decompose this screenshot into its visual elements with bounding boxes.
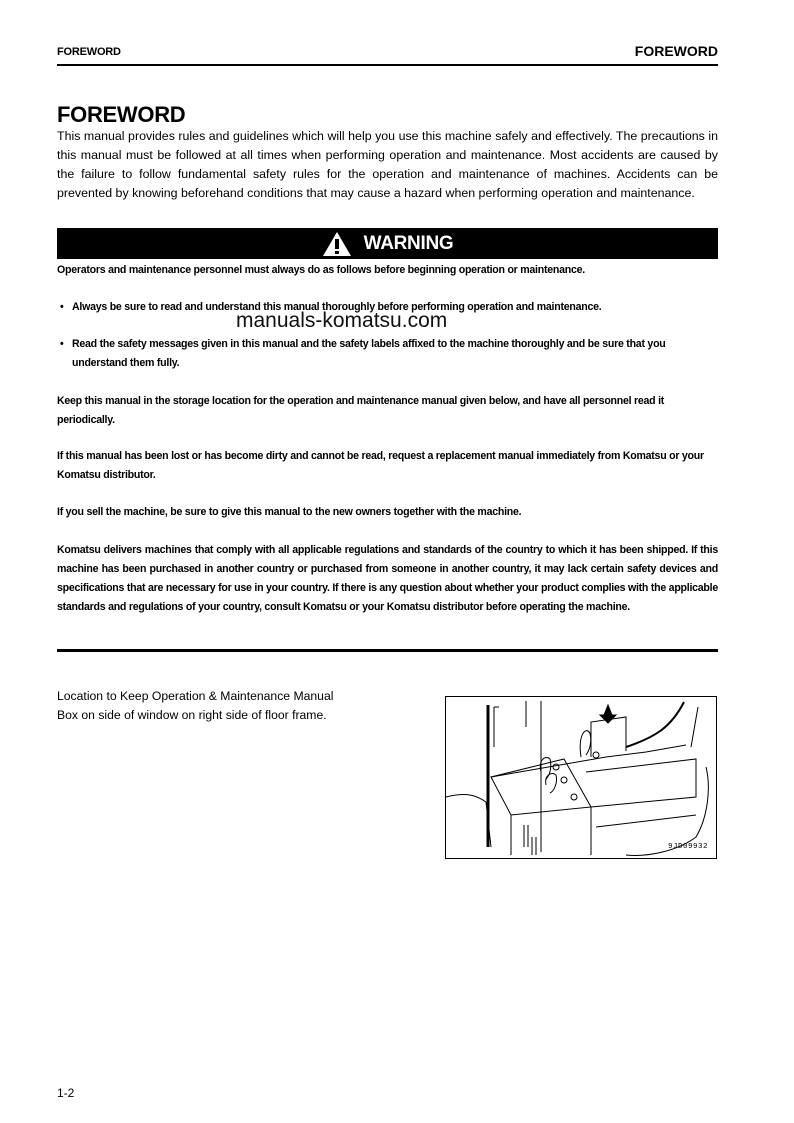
intro-paragraph: This manual provides rules and guidelines which will help you use this machine safely and effectively. The precautions in this manual must be followed at all times when performing operation and maintenance. Most accidents are caused by the failure to follow fundamental safety rules for the operation and maintenance of machines. Accidents can be prevented by knowing beforehand conditions that may cause a hazard when performing operation and maintenance.: [57, 129, 718, 200]
location-description: Box on side of window on right side of floor frame.: [57, 708, 327, 722]
bullet-mark: •: [60, 301, 64, 313]
header-divider: [57, 64, 718, 66]
bullet-text: Always be sure to read and understand this manual thoroughly before performing operation and maintenance.: [72, 301, 602, 313]
header-section-left: FOREWORD: [57, 46, 121, 58]
location-title: Location to Keep Operation & Maintenance Manual: [57, 689, 334, 703]
warning-lead-text: Operators and maintenance personnel must always do as follows before beginning operation or maintenance.: [57, 264, 585, 276]
warning-banner: [57, 228, 718, 259]
warning-paragraph: Komatsu delivers machines that comply with all applicable regulations and standards of the country to which it has been shipped. If this machine has been purchased in another country or purchased from someone in another country, it may lack certain safety devices and specifications that are necessary for use in your country. If there is any question about whether your product complies with the applicable standards and regulations of your country, consult Komatsu or your Komatsu distributor before operating the machine.: [57, 544, 718, 613]
warning-end-divider: [57, 649, 718, 652]
warning-triangle-icon: [322, 231, 352, 257]
warning-label: WARNING: [363, 232, 454, 254]
bullet-mark: •: [60, 338, 64, 350]
figure-id: 9JD09932: [667, 843, 708, 851]
header-section-right: FOREWORD: [634, 43, 718, 59]
location-caption: [57, 687, 333, 725]
manual-box-illustration: [445, 696, 717, 859]
bullet-text: Read the safety messages given in this manual and the safety labels affixed to the machine thoroughly and be sure that you understand them fully.: [72, 338, 666, 369]
warning-paragraph: If you sell the machine, be sure to give this manual to the new owners together with the machine.: [57, 506, 522, 518]
cab-floor-drawing: [446, 697, 717, 859]
warning-paragraph: Keep this manual in the storage location for the operation and maintenance manual given below, and have all personnel read it periodically.: [57, 395, 665, 426]
page-number: 1-2: [57, 1086, 75, 1100]
page-title: FOREWORD: [57, 102, 186, 127]
warning-paragraph: If this manual has been lost or has become dirty and cannot be read, request a replacement manual immediately from Komatsu or your Komatsu distributor.: [57, 450, 704, 481]
warning-bullet-item: [57, 335, 718, 373]
watermark-text: manuals-komatsu.com: [236, 309, 448, 332]
